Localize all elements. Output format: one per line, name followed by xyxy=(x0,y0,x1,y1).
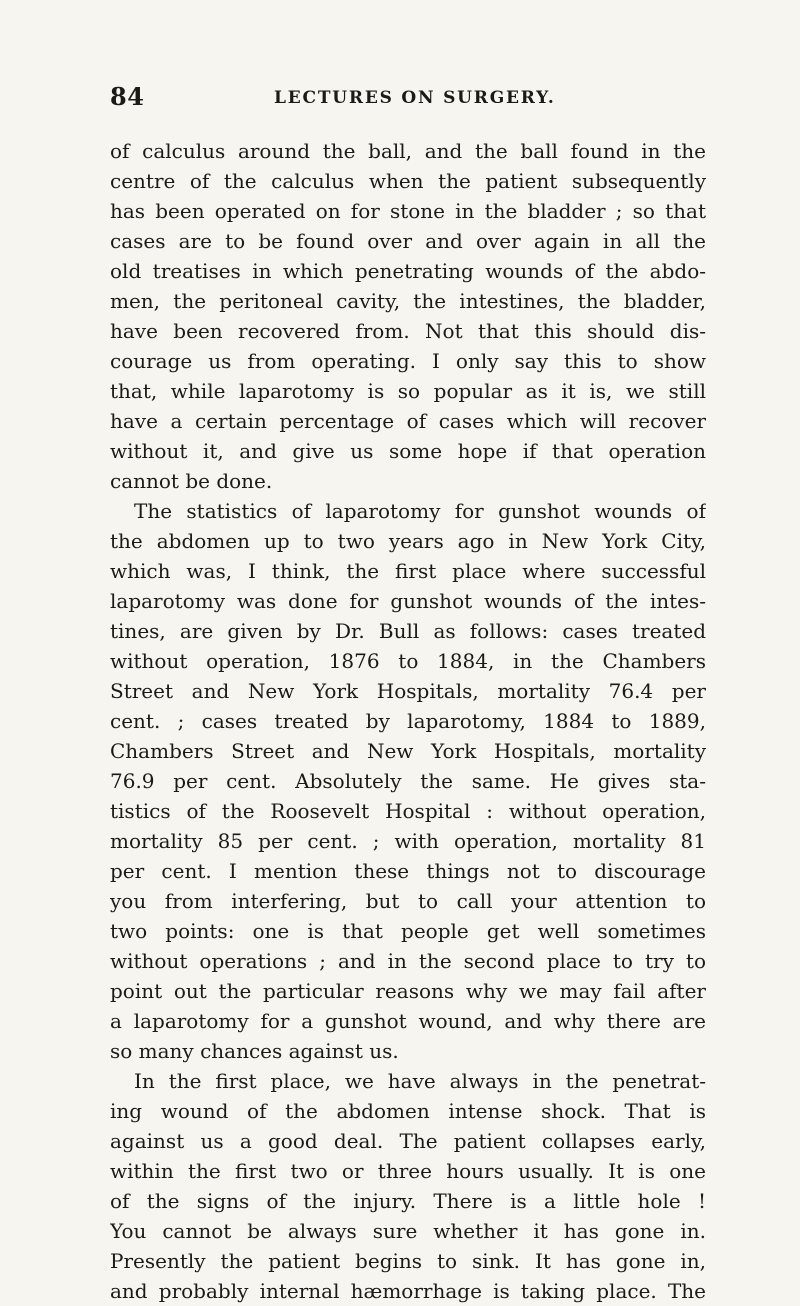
text-line: you from interfering, but to call your attention to xyxy=(110,889,706,913)
text-line: two points: one is that people get well sometimes xyxy=(110,919,706,943)
text-line: has been operated on for stone in the bladder ; so that xyxy=(110,199,706,223)
text-line: tines, are given by Dr. Bull as follows: cases treated xyxy=(110,619,706,643)
text-line: that, while laparotomy is so popular as it is, we still xyxy=(110,379,706,403)
text-line: ing wound of the abdomen intense shock. That is xyxy=(110,1099,706,1123)
text-line: Chambers Street and New York Hospitals, mortality xyxy=(110,739,706,763)
text-line: and probably internal hæmorrhage is taking place. The xyxy=(110,1279,706,1303)
text-line: You cannot be always sure whether it has gone in. xyxy=(110,1219,706,1243)
text-line: mortality 85 per cent. ; with operation, mortality 81 xyxy=(110,829,706,853)
text-line: In the first place, we have always in the penetrat- xyxy=(134,1069,706,1093)
text-line: Street and New York Hospitals, mortality 76.4 per xyxy=(110,679,706,703)
body-text xyxy=(110,136,706,1306)
text-line: within the first two or three hours usually. It is one xyxy=(110,1159,706,1183)
page-number: 84 xyxy=(110,82,145,111)
text-line: of the signs of the injury. There is a little hole ! xyxy=(110,1189,706,1213)
text-line: men, the peritoneal cavity, the intestines, the bladder, xyxy=(110,289,706,313)
text-line: cases are to be found over and over again in all the xyxy=(110,229,706,253)
text-line: 76.9 per cent. Absolutely the same. He gives sta- xyxy=(110,769,706,793)
running-title: LECTURES ON SURGERY. xyxy=(274,88,556,108)
text-line: The statistics of laparotomy for gunshot wounds of xyxy=(134,499,706,523)
text-line: centre of the calculus when the patient subsequently xyxy=(110,169,706,193)
text-line: a laparotomy for a gunshot wound, and why there are xyxy=(110,1009,706,1033)
text-line: have a certain percentage of cases which will recover xyxy=(110,409,706,433)
text-line: without it, and give us some hope if that operation xyxy=(110,439,706,463)
text-line: Presently the patient begins to sink. It has gone in, xyxy=(110,1249,706,1273)
text-line: the abdomen up to two years ago in New York City, xyxy=(110,529,706,553)
text-line: without operations ; and in the second place to try to xyxy=(110,949,706,973)
text-line: so many chances against us. xyxy=(110,1039,399,1063)
text-line: which was, I think, the first place where successful xyxy=(110,559,706,583)
text-line: have been recovered from. Not that this should dis- xyxy=(110,319,706,343)
text-line: courage us from operating. I only say this to show xyxy=(110,349,706,373)
text-line: tistics of the Roosevelt Hospital : without operation, xyxy=(110,799,706,823)
text-line: cent. ; cases treated by laparotomy, 1884 to 1889, xyxy=(110,709,706,733)
text-line: without operation, 1876 to 1884, in the Chambers xyxy=(110,649,706,673)
text-line: cannot be done. xyxy=(110,469,273,493)
text-line: per cent. I mention these things not to discourage xyxy=(110,859,706,883)
text-line: against us a good deal. The patient collapses early, xyxy=(110,1129,706,1153)
text-line: laparotomy was done for gunshot wounds of the intes- xyxy=(110,589,706,613)
text-line: point out the particular reasons why we may fail after xyxy=(110,979,706,1003)
text-line: of calculus around the ball, and the ball found in the xyxy=(110,139,706,163)
text-line: old treatises in which penetrating wounds of the abdo- xyxy=(110,259,706,283)
